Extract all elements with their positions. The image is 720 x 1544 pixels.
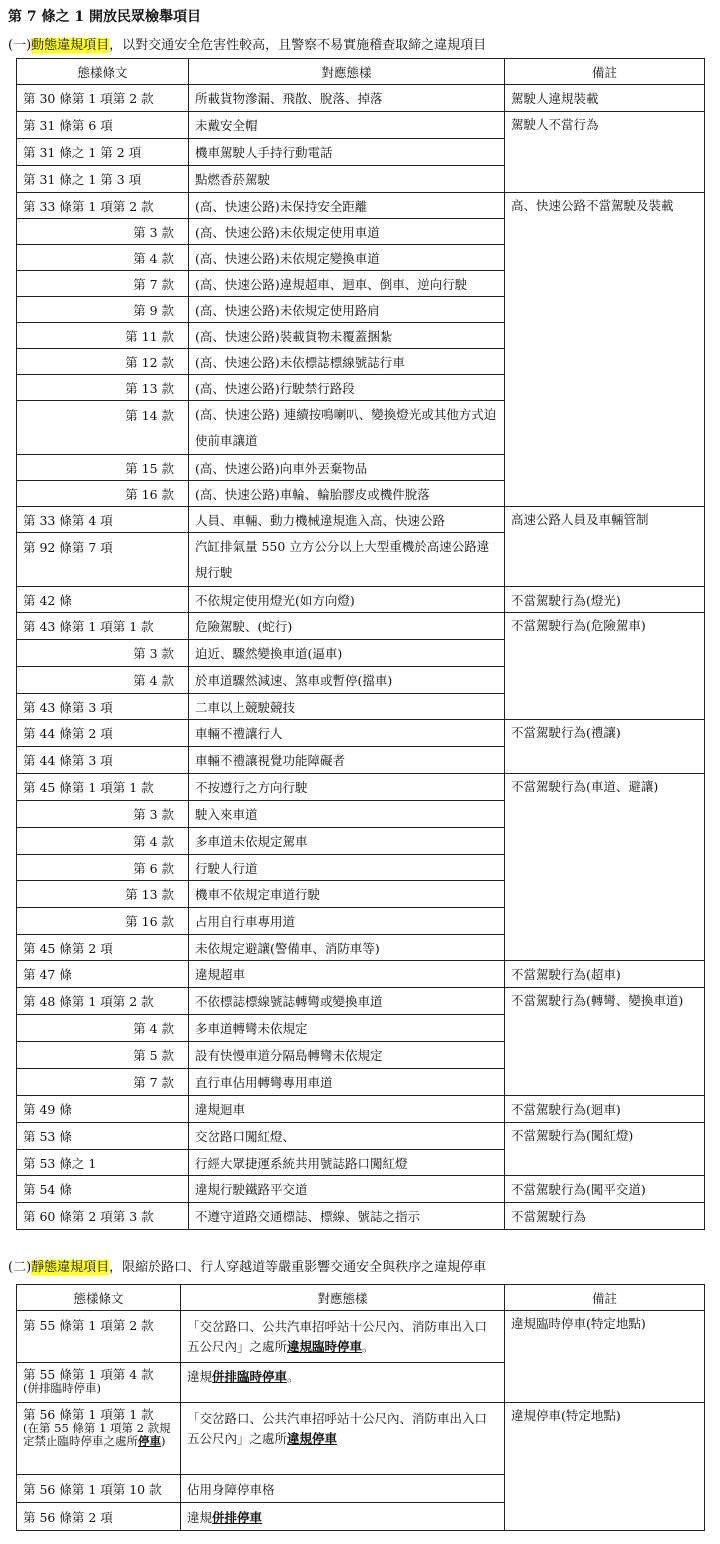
table-header-row [17,59,705,85]
article-cell: 第 48 條第 1 項第 2 款 [17,988,189,1015]
article-cell: 第 47 條 [17,961,189,988]
pattern-cell: (高、快速公路)違規超車、迴車、倒車、逆向行駛 [189,271,505,297]
article-cell: 第 55 條第 1 項第 2 款 [17,1311,181,1363]
article-note: (併排臨時停車) [23,1381,101,1395]
section2-description: ，限縮於路口、行人穿越道等嚴重影響交通安全與秩序之違規停車 [109,1260,487,1275]
note-cell: 不當駕駛行為(迴車) [505,1096,705,1123]
article-cell [17,1363,181,1403]
article-cell: 第 7 款 [17,1069,189,1096]
header-pattern: 對應態樣 [181,1285,505,1311]
pattern-cell: 設有快慢車道分隔島轉彎未依規定 [189,1042,505,1069]
pattern-cell: 違規超車 [189,961,505,988]
article-cell [17,1403,181,1475]
table-row [17,1123,705,1150]
table-row [17,1203,705,1230]
article-cell: 第 11 款 [17,323,189,349]
pattern-cell [181,1403,505,1475]
article-cell: 第 43 條第 3 項 [17,694,189,720]
article-cell: 第 13 款 [17,375,189,401]
pattern-cell: 二車以上競駛競技 [189,694,505,720]
article-cell: 第 45 條第 1 項第 1 款 [17,774,189,801]
article-note-close: ) [161,1434,166,1448]
pattern-cell: (高、快速公路)裝載貨物未覆蓋捆紮 [189,323,505,349]
pattern-cell: (高、快速公路)未依標誌標線號誌行車 [189,349,505,375]
table-row [17,193,705,219]
pattern-emphasis: 併排停車 [212,1509,263,1525]
header-note: 備註 [505,59,705,85]
article-note [23,1422,174,1448]
article-cell: 第 13 款 [17,881,189,908]
pattern-cell: 於車道驟然減速、煞車或暫停(擋車) [189,667,505,694]
table-row [17,774,705,801]
pattern-cell: 交岔路口闖紅燈、 [189,1123,505,1150]
pattern-cell: 機車不依規定車道行駛 [189,881,505,908]
article-cell: 第 31 條第 6 項 [17,112,189,139]
article-cell: 第 3 款 [17,640,189,667]
section2-highlight: 靜態違規項目 [31,1260,110,1275]
article-cell: 第 7 款 [17,271,189,297]
note-cell: 不當駕駛行為(轉彎、變換車道) [505,988,705,1096]
note-cell: 違規停車(特定地點) [505,1403,705,1531]
article-cell: 第 3 款 [17,219,189,245]
article-cell: 第 42 條 [17,587,189,613]
pattern-cell: 危險駕駛、(蛇行) [189,613,505,640]
article-cell: 第 15 款 [17,455,189,481]
pattern-cell: (高、快速公路)未依規定變換車道 [189,245,505,271]
table-row [17,1311,705,1363]
article-cell: 第 5 款 [17,1042,189,1069]
pattern-cell: (高、快速公路)未依規定使用車道 [189,219,505,245]
note-cell: 不當駕駛行為(禮讓) [505,720,705,774]
note-cell: 不當駕駛行為(超車) [505,961,705,988]
table-header-row [17,1285,705,1311]
pattern-text: 「交岔路口、公共汽車招呼站十公尺內、消防車出入口五公尺內」之處所 [187,1318,488,1354]
pattern-cell: 車輛不禮讓視覺功能障礙者 [189,747,505,774]
pattern-cell: 占用自行車專用道 [189,908,505,935]
pattern-cell: 車輛不禮讓行人 [189,720,505,747]
pattern-cell: (高、快速公路)行駛禁行路段 [189,375,505,401]
section1-description: ，以對交通安全危害性較高，且警察不易實施稽查取締之違規項目 [109,38,487,53]
table-row [17,988,705,1015]
pattern-text: 違規 [187,1509,213,1525]
pattern-cell: 違規行駛鐵路平交道 [189,1176,505,1203]
pattern-cell: (高、快速公路)未依規定使用路肩 [189,297,505,323]
table-row [17,112,705,139]
table-row [17,961,705,988]
article-note-text: (在第 55 條第 1 項第 2 款規定禁止臨時停車之處所 [23,1421,171,1448]
article-cell: 第 4 款 [17,1015,189,1042]
pattern-cell: 駛入來車道 [189,801,505,828]
header-article: 態樣條文 [17,59,189,85]
note-cell: 不當駕駛行為(闖紅燈) [505,1123,705,1176]
table-row [17,1096,705,1123]
pattern-cell: 未依規定避讓(警備車、消防車等) [189,935,505,961]
note-cell: 不當駕駛行為(危險駕車) [505,613,705,720]
article-cell: 第 6 款 [17,855,189,881]
article-cell: 第 3 款 [17,801,189,828]
article-cell: 第 16 款 [17,908,189,935]
note-cell: 違規臨時停車(特定地點) [505,1311,705,1403]
note-cell: 駕駛人不當行為 [505,112,705,193]
pattern-cell: (高、快速公路)未保持安全距離 [189,193,505,219]
pattern-cell: 行駛人行道 [189,855,505,881]
pattern-text: 佔用身障停車格 [187,1481,275,1497]
pattern-cell [181,1503,505,1531]
pattern-cell: (高、快速公路) 連續按鳴喇叭、變換燈光或其他方式迫使前車讓道 [189,401,505,455]
pattern-cell: 機車駕駛人手持行動電話 [189,139,505,166]
note-cell: 駕駛人違規裝載 [505,85,705,112]
table-row [17,613,705,640]
table-row [17,587,705,613]
pattern-text: 「交岔路口、公共汽車招呼站十公尺內、消防車出入口五公尺內」之處所 [187,1411,488,1446]
pattern-text: 違規 [187,1369,213,1384]
note-cell: 不當駕駛行為(燈光) [505,587,705,613]
pattern-cell: 所載貨物滲漏、飛散、脫落、掉落 [189,85,505,112]
article-cell: 第 44 條第 2 項 [17,720,189,747]
table-row [17,507,705,533]
article-cell: 第 44 條第 3 項 [17,747,189,774]
note-cell: 高速公路人員及車輛管制 [505,507,705,587]
article-cell: 第 45 條第 2 項 [17,935,189,961]
table-row [17,720,705,747]
article-cell: 第 56 條第 2 項 [17,1503,181,1531]
pattern-cell: 違規迴車 [189,1096,505,1123]
pattern-emphasis: 違規停車 [287,1431,338,1446]
article-text: 第 55 條第 1 項第 4 款 [23,1367,154,1382]
table-row [17,85,705,112]
article-cell: 第 4 款 [17,667,189,694]
article-text: 第 56 條第 1 項第 1 款 [23,1407,154,1422]
section1-highlight: 動態違規項目 [31,38,110,53]
header-pattern: 對應態樣 [189,59,505,85]
article-cell: 第 92 條第 7 項 [17,533,189,587]
article-cell: 第 33 條第 1 項第 2 款 [17,193,189,219]
article-cell: 第 30 條第 1 項第 2 款 [17,85,189,112]
table-row [17,1403,705,1475]
article-cell: 第 9 款 [17,297,189,323]
pattern-cell: 多車道未依規定駕車 [189,828,505,855]
pattern-cell: 不按遵行之方向行駛 [189,774,505,801]
static-violations-table [16,1284,705,1531]
note-cell: 高、快速公路不當駕駛及裝載 [505,193,705,507]
header-article: 態樣條文 [17,1285,181,1311]
section2-heading [8,1256,486,1275]
pattern-suffix: 。 [362,1338,375,1354]
pattern-cell: 人員、車輛、動力機械違規進入高、快速公路 [189,507,505,533]
pattern-cell: (高、快速公路)車輪、輪胎膠皮或機件脫落 [189,481,505,507]
pattern-suffix: 。 [287,1369,300,1384]
pattern-cell: 行經大眾捷運系統共用號誌路口闖紅燈 [189,1150,505,1176]
pattern-cell: 不遵守道路交通標誌、標線、號誌之指示 [189,1203,505,1230]
pattern-cell: 直行車佔用轉彎專用車道 [189,1069,505,1096]
pattern-cell: 不依標誌標線號誌轉彎或變換車道 [189,988,505,1015]
pattern-cell: (高、快速公路)向車外丟棄物品 [189,455,505,481]
article-cell: 第 4 款 [17,245,189,271]
note-cell: 不當駕駛行為(闖平交道) [505,1176,705,1203]
article-cell: 第 49 條 [17,1096,189,1123]
article-note-emphasis: 停車 [138,1434,161,1448]
article-cell: 第 60 條第 2 項第 3 款 [17,1203,189,1230]
article-cell: 第 4 款 [17,828,189,855]
pattern-cell [181,1311,505,1363]
section1-heading [8,34,486,53]
pattern-cell [181,1363,505,1403]
pattern-emphasis: 違規臨時停車 [287,1338,363,1354]
pattern-cell: 多車道轉彎未依規定 [189,1015,505,1042]
article-cell: 第 43 條第 1 項第 1 款 [17,613,189,640]
article-cell: 第 31 條之 1 第 2 項 [17,139,189,166]
pattern-cell: 未戴安全帽 [189,112,505,139]
article-cell: 第 56 條第 1 項第 10 款 [17,1475,181,1503]
article-cell: 第 16 款 [17,481,189,507]
article-cell: 第 53 條之 1 [17,1150,189,1176]
article-cell: 第 14 款 [17,401,189,455]
article-cell: 第 31 條之 1 第 3 項 [17,166,189,193]
table-row [17,1176,705,1203]
pattern-cell: 點燃香菸駕駛 [189,166,505,193]
pattern-cell [181,1475,505,1503]
pattern-cell: 汽缸排氣量 550 立方公分以上大型重機於高速公路違規行駛 [189,533,505,587]
document-title: 第 7 條之 1 開放民眾檢舉項目 [8,9,201,25]
pattern-cell: 不依規定使用燈光(如方向燈) [189,587,505,613]
article-cell: 第 54 條 [17,1176,189,1203]
section1-prefix: (一) [8,38,32,53]
note-cell: 不當駕駛行為(車道、避讓) [505,774,705,961]
article-cell: 第 33 條第 4 項 [17,507,189,533]
header-note: 備註 [505,1285,705,1311]
article-cell: 第 53 條 [17,1123,189,1150]
note-cell: 不當駕駛行為 [505,1203,705,1230]
dynamic-violations-table [16,58,705,1230]
pattern-cell: 迫近、驟然變換車道(逼車) [189,640,505,667]
pattern-emphasis: 併排臨時停車 [212,1369,288,1384]
section2-prefix: (二) [8,1260,32,1275]
article-cell: 第 12 款 [17,349,189,375]
